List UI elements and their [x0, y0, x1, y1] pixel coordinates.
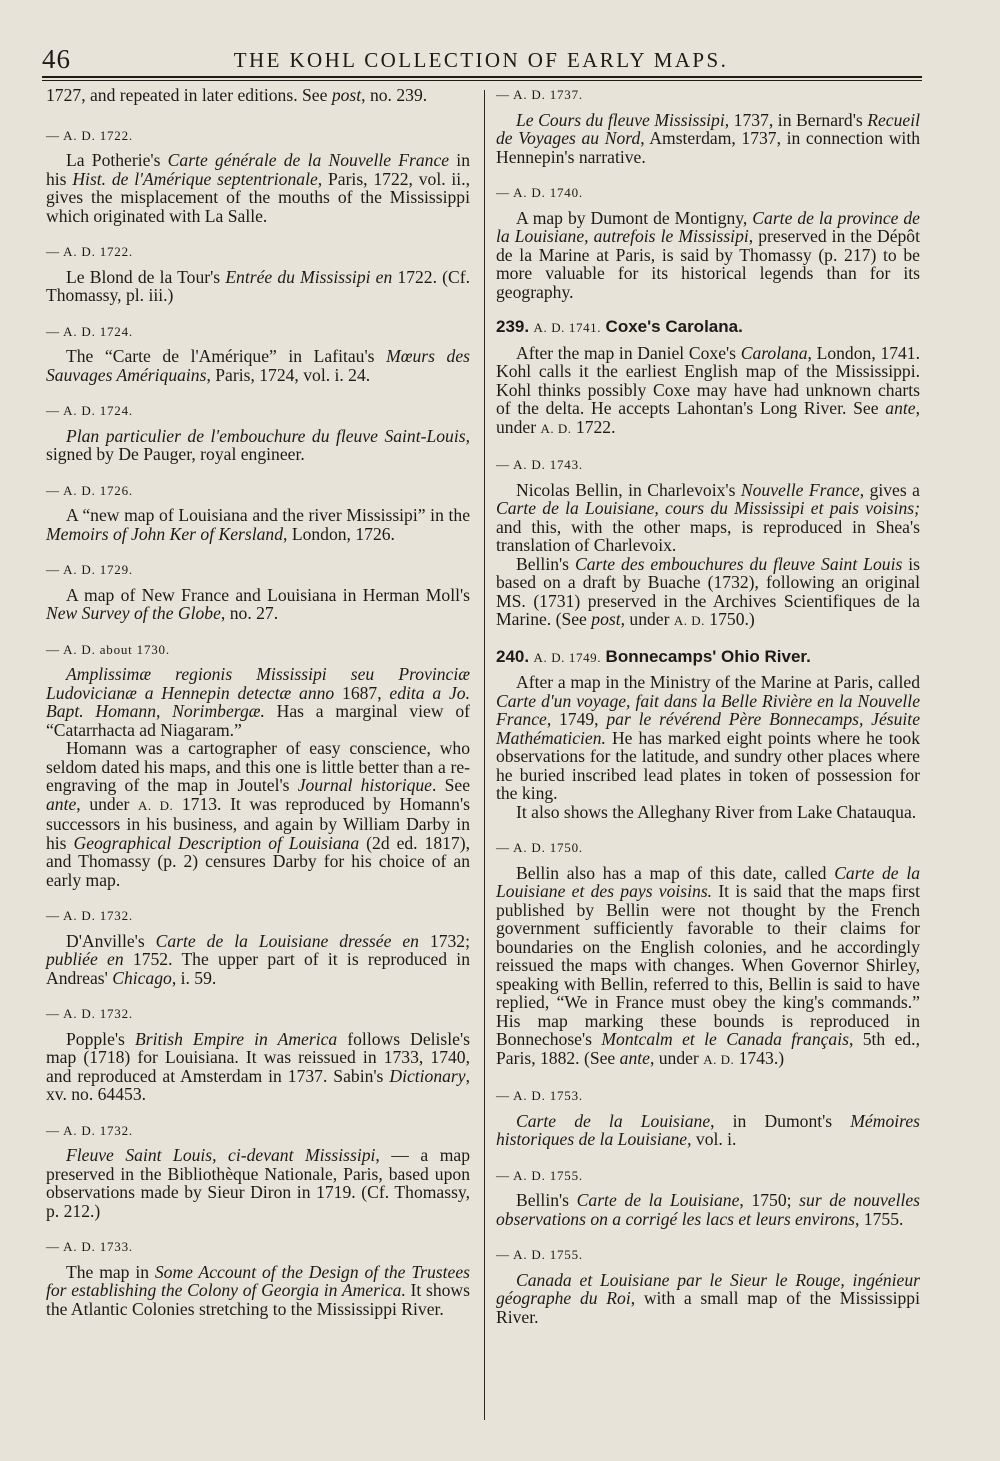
catalog-entry [496, 1087, 920, 1149]
entry-date: — A. D. 1726. [46, 482, 133, 498]
catalog-entry [46, 1005, 470, 1104]
entry-text: Plan particulier de l'embouchure du fleuve Saint-Louis, signed by De Pauger, royal engineer. [46, 425, 470, 464]
entry-text: Nicolas Bellin, in Charlevoix's Nouvelle France, gives a Carte de la Louisiane, cours du Mississipi et pais voisins; and this, with the other maps, is reproduced in Shea's translation of Charlevoix. [496, 479, 920, 555]
entry-text: Canada et Louisiane par le Sieur le Rouge, ingénieur géographe du Roi, with a small map of the Mississippi River. [496, 1269, 920, 1327]
entry-text: Homann was a cartographer of easy conscience, who seldom dated his maps, and this one is little better than a re-engraving of the map in Joutel's Journal historique. See ante, under A. D. 1713. It was reproduced by Homann's successors in his business, and again by William Darby in his Geographical Description of Louisiana (2d ed. 1817), and Thomassy (p. 2) censures Darby for his choice of an early map. [46, 738, 470, 890]
column-divider [484, 90, 485, 1420]
entry-date: — A. D. 1722. [46, 244, 133, 259]
entry-text: A map by Dumont de Montigny, Carte de la province de la Louisiane, autrefois le Mississipi, preserved in the Dépôt de la Marine at Paris, is said by Thomassy (p. 217) to be more valuable for its historical legends than for its geography. [496, 207, 920, 302]
entry-text: Popple's British Empire in America follows Delisle's map (1718) for Louisiana. It was reissued in 1733, 1740, and reproduced at Amsterdam in 1737. Sabin's Dictionary, xv. no. 64453. [46, 1028, 470, 1104]
entry-text: La Potherie's Carte générale de la Nouvelle France in his Hist. de l'Amérique septentrionale, Paris, 1722, vol. ii., gives the misplacement of the mouths of the Mississippi which originated with La Salle. [46, 150, 470, 226]
entry-text: A map of New France and Louisiana in Herman Moll's New Survey of the Globe, no. 27. [46, 584, 470, 623]
catalog-entry [496, 317, 920, 438]
entry-date: — A. D. 1755. [496, 1167, 583, 1183]
right-column [496, 86, 920, 1326]
entry-date: — A. D. 1724. [46, 323, 133, 339]
entry-text: Le Blond de la Tour's Entrée du Mississipi en 1722. (Cf. Thomassy, pl. iii.) [46, 266, 471, 305]
catalog-entry [46, 127, 470, 226]
running-title: THE KOHL COLLECTION OF EARLY MAPS. [233, 48, 729, 72]
entry-date: — A. D. 1743. [496, 457, 583, 472]
entry-text: The map in Some Account of the Design of the Trustees for establishing the Colony of Georgia in America. It shows the Atlantic Colonies stretching to the Mississippi River. [46, 1261, 470, 1319]
entry-date: — A. D. 1732. [46, 1122, 133, 1138]
catalog-entry [46, 907, 470, 987]
running-header [42, 40, 920, 76]
section-heading: 239. A. D. 1741. Coxe's Carolana. [496, 317, 743, 336]
catalog-entry [496, 456, 920, 631]
entry-date: — A. D. 1724. [46, 403, 133, 418]
catalog-entry [46, 641, 470, 890]
section-heading: 240. A. D. 1749. Bonnecamps' Ohio River. [496, 646, 811, 666]
entry-text: D'Anville's Carte de la Louisiane dressée en 1732; publiée en 1752. The upper part of it is reproduced in Andreas' Chicago, i. 59. [46, 930, 470, 988]
catalog-entry [496, 184, 920, 301]
catalog-entry [496, 647, 920, 822]
entry-text: Bellin also has a map of this date, called Carte de la Louisiane et des pays voisins. It is said that the maps first published by Bellin were not thought by the French government sufficiently favorable to their claims for boundaries on the English colonies, and he accordingly reissued the maps with changes. When Governor Shirley, speaking with Bellin, referred to this, Bellin is said to have replied, “We in France must obey the king's commands.” His map marking these bounds is reproduced in Bonnechose's Montcalm et le Canada français, 5th ed., Paris, 1882. (See ante, under A. D. 1743.) [496, 862, 921, 1068]
entry-date: — A. D. 1750. [496, 840, 583, 855]
catalog-entry [46, 323, 470, 385]
entry-text: Carte de la Louisiane, in Dumont's Mémoires historiques de la Louisiane, vol. i. [496, 1110, 920, 1149]
entry-date: — A. D. 1732. [46, 908, 133, 923]
page-number: 46 [42, 44, 71, 74]
catalog-entry [496, 86, 920, 166]
catalog-entry [46, 402, 470, 464]
entry-date: — A. D. 1732. [46, 1006, 133, 1021]
entry-date: — A. D. 1740. [496, 185, 583, 200]
catalog-entry [46, 86, 470, 105]
catalog-entry [496, 1167, 920, 1229]
catalog-entry [46, 1122, 470, 1221]
entry-text: After the map in Daniel Coxe's Carolana, London, 1741. Kohl calls it the earliest English map of the Mississippi. Kohl thinks possibly Coxe may have had unknown charts of the delta. He accepts Lahontan's Long River. See ante, under A. D. 1722. [496, 342, 920, 437]
entry-text: 1727, and repeated in later editions. See post, no. 239. [46, 85, 428, 105]
catalog-entry [496, 839, 920, 1069]
entry-text: Fleuve Saint Louis, ci-devant Mississipi, — a map preserved in the Bibliothèque Nationale, Paris, based upon observations made by Sieur Diron in 1719. (Cf. Thomassy, p. 212.) [46, 1145, 470, 1221]
entry-date: — A. D. about 1730. [46, 641, 170, 657]
entry-date: — A. D. 1755. [496, 1247, 583, 1262]
entry-text: Bellin's Carte de la Louisiane, 1750; sur de nouvelles observations on a corrigé les lacs et leurs environs, 1755. [496, 1190, 921, 1229]
entry-text: Amplissimæ regionis Mississipi seu Provinciæ Ludovicianæ a Hennepin detectæ anno 1687, edita a Jo. Bapt. Homann, Norimbergæ. Has a marginal view of “Catarrhacta ad Niagaram.” [46, 664, 471, 740]
header-rule-thin [42, 80, 922, 81]
catalog-entry [46, 561, 470, 623]
catalog-entry [46, 482, 470, 544]
entry-text: Le Cours du fleuve Mississipi, 1737, in Bernard's Recueil de Voyages au Nord, Amsterdam, 1737, in connection with Hennepin's narrative. [496, 109, 921, 167]
left-column [46, 86, 470, 1318]
catalog-entry [46, 1238, 470, 1318]
entry-text: The “Carte de l'Amérique” in Lafitau's Mœurs des Sauvages Amériquains, Paris, 1724, vol. i. 24. [46, 346, 470, 385]
entry-date: — A. D. 1753. [496, 1088, 583, 1103]
header-rule [42, 76, 922, 78]
entry-text: After a map in the Ministry of the Marine at Paris, called Carte d'un voyage, fait dans la Belle Rivière en la Nouvelle France, 1749, par le révérend Père Bonnecamps, Jésuite Mathématicien. He has marked eight points where he took observations for the latitude, and sundry other places where he buried inscribed lead plates in token of possession for the king. [496, 672, 920, 803]
catalog-entry [46, 243, 470, 305]
entry-date: — A. D. 1722. [46, 127, 133, 143]
catalog-entry [496, 1246, 920, 1326]
entry-date: — A. D. 1737. [496, 87, 583, 102]
entry-text: A “new map of Louisiana and the river Mississipi” in the Memoirs of John Ker of Kersland, London, 1726. [46, 505, 470, 544]
entry-text: Bellin's Carte des embouchures du fleuve Saint Louis is based on a draft by Buache (1732), following an original MS. (1731) preserved in the Archives Scientifiques de la Marine. (See post, under A. D. 1750.) [496, 553, 921, 629]
entry-date: — A. D. 1729. [46, 562, 133, 577]
entry-text: It also shows the Alleghany River from Lake Chatauqua. [516, 801, 917, 822]
entry-date: — A. D. 1733. [46, 1239, 133, 1254]
